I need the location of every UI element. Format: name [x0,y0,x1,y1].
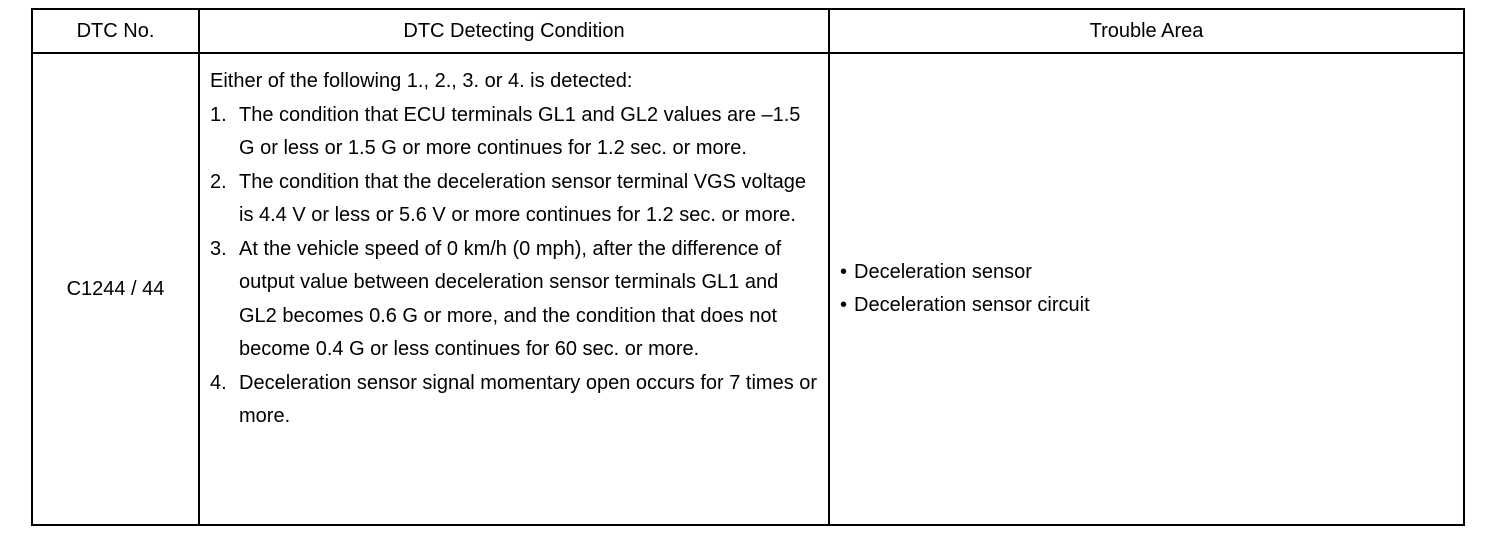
condition-text: Deceleration sensor signal momentary open occurs for 7 times or more. [239,371,818,427]
trouble-area-item [840,289,1463,323]
condition-number: 4. [210,371,227,394]
condition-item [210,99,818,166]
trouble-area-cell [829,53,1464,525]
condition-text: The condition that the deceleration sensor terminal VGS voltage is 4.4 V or less or 5.6 V or more continues for 1.2 sec. or more. [239,170,806,226]
header-trouble-area: Trouble Area [829,9,1464,53]
condition-number: 3. [210,237,227,260]
trouble-area-text: Deceleration sensor [854,260,1032,283]
trouble-area-list [840,256,1463,323]
header-detecting-condition: DTC Detecting Condition [199,9,829,53]
bullet-icon: • [840,260,848,283]
table-header-row [32,9,1464,53]
condition-number: 2. [210,170,227,193]
trouble-area-text: Deceleration sensor circuit [854,294,1090,316]
bullet-icon: • [840,294,848,316]
condition-text: The condition that ECU terminals GL1 and GL2 values are –1.5 G or less or 1.5 G or more continues for 1.2 sec. or more. [239,103,801,159]
condition-item [210,367,818,434]
condition-list [210,99,818,434]
header-dtc-no: DTC No. [32,9,199,53]
detecting-condition-cell [199,53,829,525]
condition-intro: Either of the following 1., 2., 3. or 4. is detected: [210,70,633,92]
dtc-number-cell: C1244 / 44 [32,53,199,525]
table-row [32,53,1464,525]
dtc-table [31,8,1465,526]
trouble-area-item [840,256,1463,290]
condition-text: At the vehicle speed of 0 km/h (0 mph), after the difference of output value between deceleration sensor terminals GL1 and GL2 becomes 0.6 G or more, and the condition that does not become 0.4 G or less continues for 60 sec. or more. [239,237,782,360]
condition-item [210,166,818,233]
condition-number: 1. [210,103,227,126]
condition-item [210,233,818,367]
